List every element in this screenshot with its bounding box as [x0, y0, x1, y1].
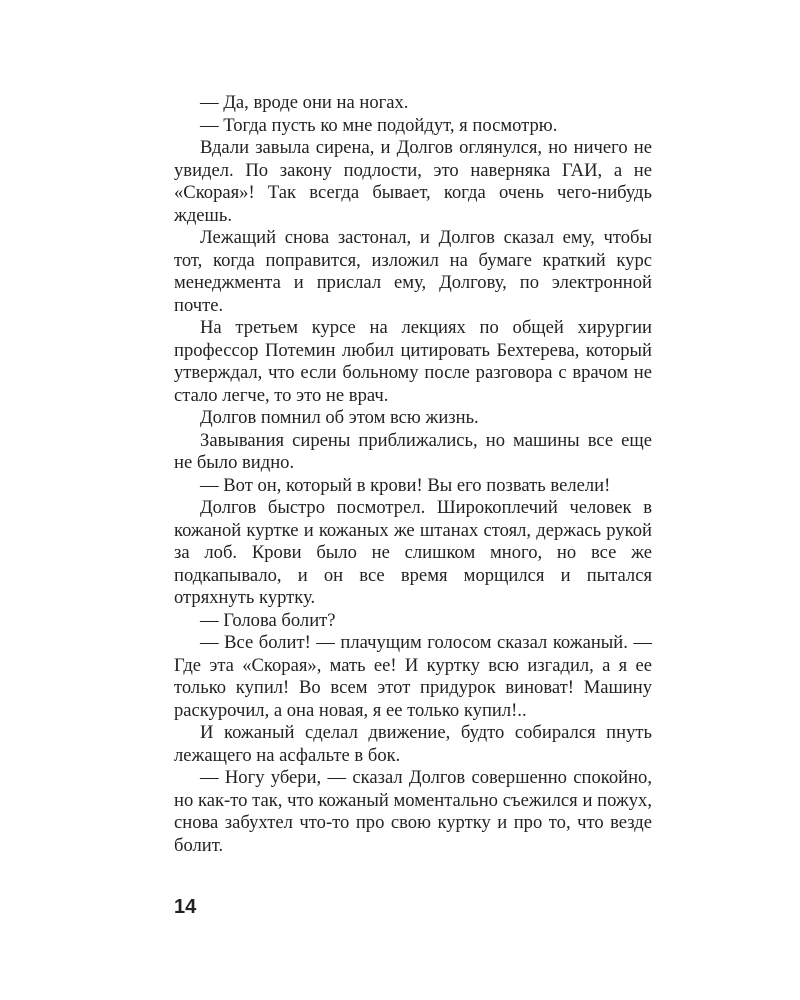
body-text [174, 92, 652, 857]
paragraph: — Ногу убери, — сказал Долгов совершенно спокойно, но как-то так, что кожаный моментально съежился и пожух, снова забухтел что-то про свою куртку и про то, что везде болит. [174, 767, 652, 856]
paragraph: — Вот он, который в крови! Вы его позвать велели! [200, 474, 611, 496]
paragraph: Долгов помнил об этом всю жизнь. [200, 407, 479, 428]
paragraph: Завывания сирены приближались, но машины все еще не было видно. [174, 429, 652, 473]
paragraph: — Все болит! — плачущим голосом сказал кожаный. — Где эта «Скорая», мать ее! И куртку всю изгадил, а я ее только купил! Во всем этот придурок виноват! Машину раскурочил, а она новая, я ее только купил!.. [174, 632, 652, 721]
paragraph: Вдали завыла сирена, и Долгов оглянулся, но ничего не увидел. По закону подлости, это наверняка ГАИ, а не «Скорая»! Так всегда бывает, когда очень чего-нибудь ждешь. [174, 137, 652, 226]
paragraph: — Тогда пусть ко мне подойдут, я посмотрю. [200, 114, 558, 136]
paragraph: — Голова болит? [200, 609, 336, 631]
page-number: 14 [174, 896, 197, 918]
paragraph: Лежащий снова застонал, и Долгов сказал ему, чтобы тот, когда поправится, изложил на бумаге краткий курс менеджмента и прислал ему, Долгову, по электронной почте. [174, 227, 652, 316]
paragraph: — Да, вроде они на ногах. [200, 92, 409, 113]
paragraph: Долгов быстро посмотрел. Широкоплечий человек в кожаной куртке и кожаных же штанах стоял, держась рукой за лоб. Крови было не слишком много, но все же подкапывало, и он все время морщился и пытался отряхнуть куртку. [174, 497, 652, 608]
paragraph: На третьем курсе на лекциях по общей хирургии профессор Потемин любил цитировать Бехтерева, который утверждал, что если больному после разговора с врачом не стало легче, то это не врач. [174, 317, 652, 406]
paragraph: И кожаный сделал движение, будто собирался пнуть лежащего на асфальте в бок. [174, 722, 652, 766]
